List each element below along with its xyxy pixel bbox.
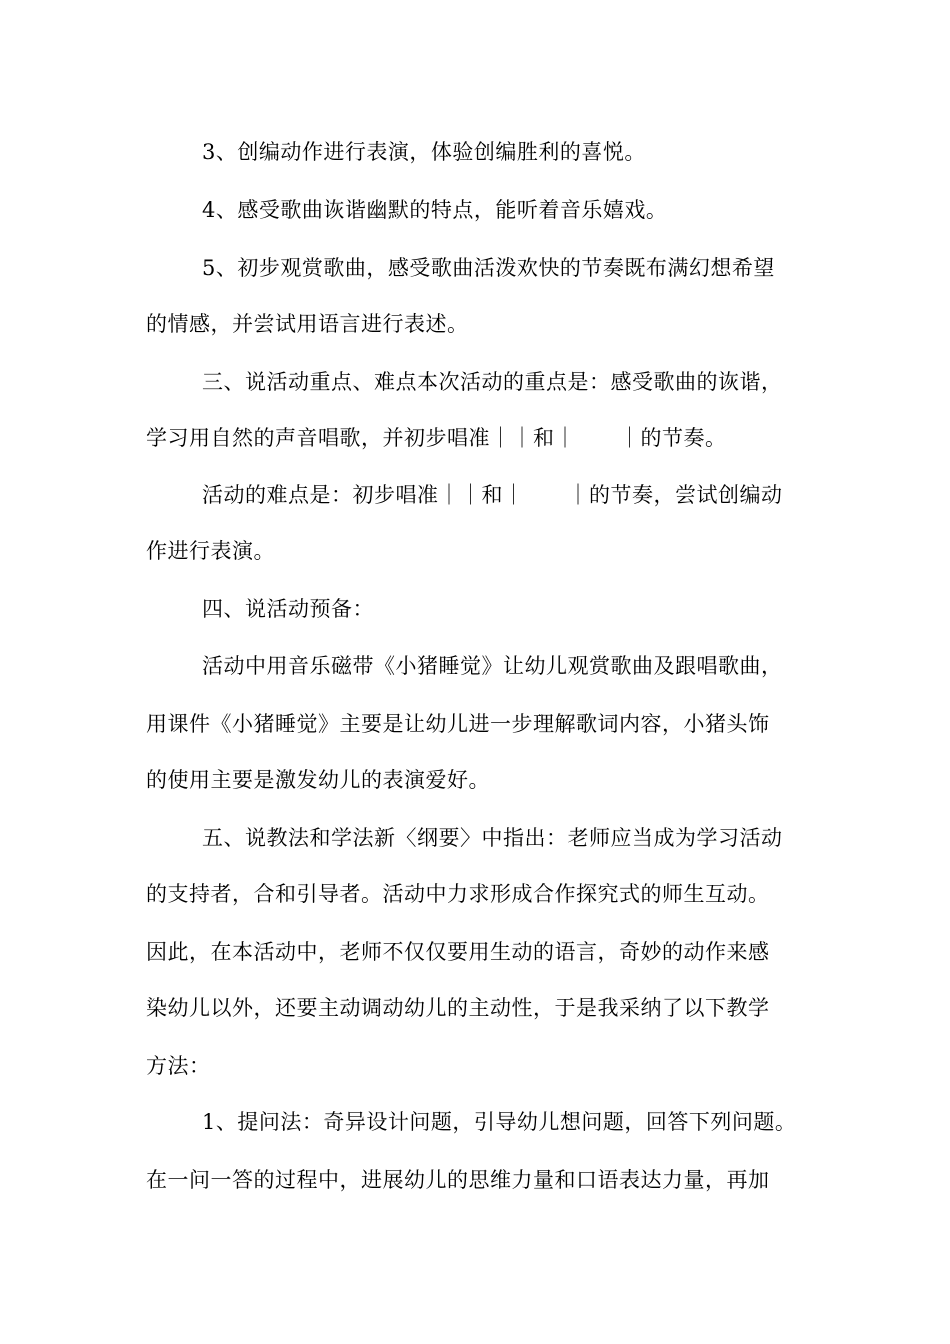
text-line: 方法： [146, 1054, 211, 1078]
text-line: 活动中用音乐磁带《小猪睡觉》让幼儿观赏歌曲及跟唱歌曲， [202, 654, 783, 678]
text-line: 的情感，并尝试用语言进行表述。 [146, 312, 469, 336]
text-line: 3、创编动作进行表演，体验创编胜利的喜悦。 [202, 140, 646, 164]
text-line: 作进行表演。 [146, 539, 275, 563]
text-line: 在一问一答的过程中，进展幼儿的思维力量和口语表达力量，再加 [146, 1168, 770, 1192]
text-line: 因此，在本活动中，老师不仅仅要用生动的语言，奇妙的动作来感 [146, 940, 770, 964]
text-line: 五、说教法和学法新〈纲要〉中指出：老师应当成为学习活动 [202, 826, 783, 850]
text-line: 学习用自然的声音唱歌，并初步唱准｜｜和｜ ｜的节奏。 [146, 426, 727, 450]
text-line: 1、提问法：奇异设计问题，引导幼儿想问题，回答下列问题。 [202, 1110, 797, 1134]
text-line: 5、初步观赏歌曲，感受歌曲活泼欢快的节奏既布满幻想希望 [202, 256, 775, 280]
text-line: 的使用主要是激发幼儿的表演爱好。 [146, 768, 490, 792]
text-line: 的支持者，合和引导者。活动中力求形成合作探究式的师生互动。 [146, 882, 770, 906]
text-line: 四、说活动预备： [202, 597, 374, 621]
text-line: 用课件《小猪睡觉》主要是让幼儿进一步理解歌词内容，小猪头饰 [146, 712, 770, 736]
text-line: 活动的难点是：初步唱准｜｜和｜ ｜的节奏，尝试创编动 [202, 483, 783, 507]
text-line: 染幼儿以外，还要主动调动幼儿的主动性，于是我采纳了以下教学 [146, 996, 770, 1020]
text-line: 三、说活动重点、难点本次活动的重点是：感受歌曲的诙谐， [202, 370, 783, 394]
text-line: 4、感受歌曲诙谐幽默的特点，能听着音乐嬉戏。 [202, 198, 668, 222]
